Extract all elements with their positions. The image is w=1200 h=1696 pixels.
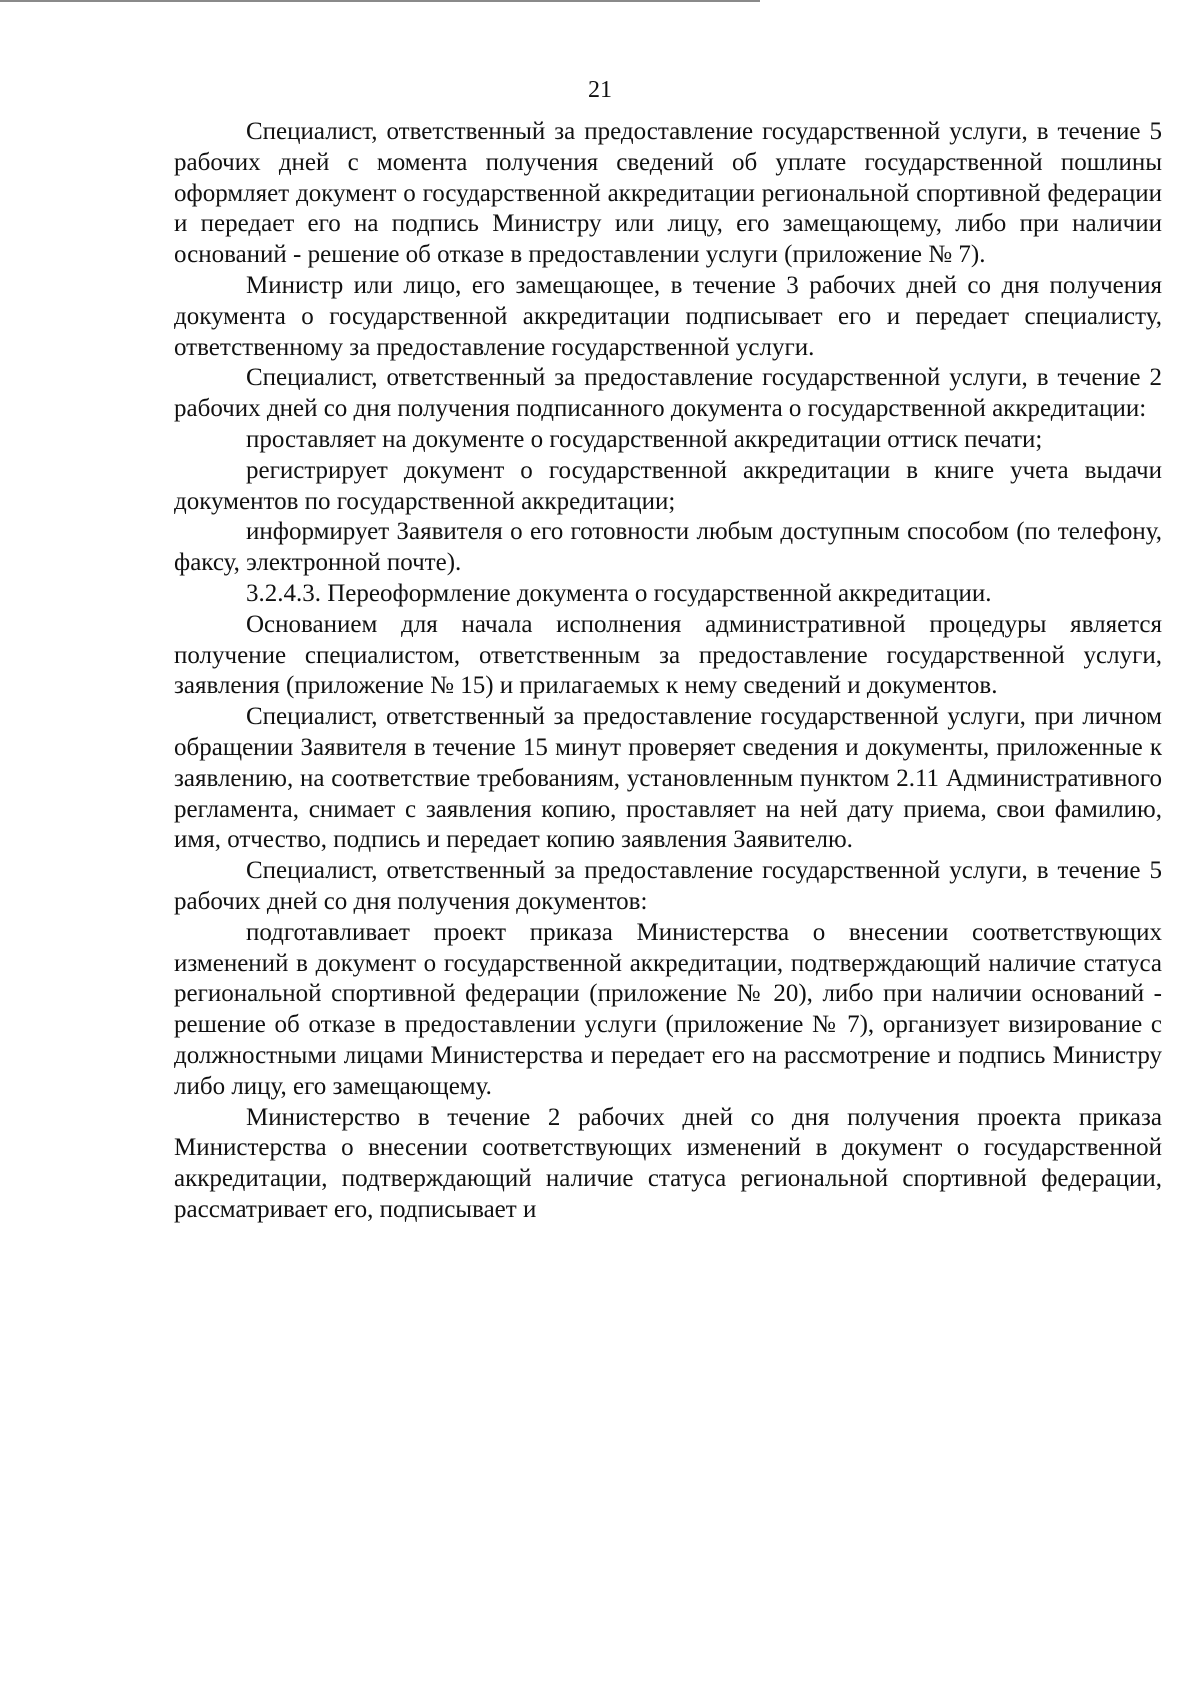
- document-body: [174, 117, 1162, 1226]
- page-number: 21: [588, 77, 612, 103]
- paragraph-4: проставляет на документе о государственной аккредитации оттиск печати;: [246, 425, 1043, 453]
- paragraph-8: Основанием для начала исполнения административной процедуры является получение специалистом, ответственным за предоставление государственной услуги, заявления (приложение № 15) и прилагаемых к нему сведений и документов.: [174, 610, 1162, 700]
- paragraph-12: Министерство в течение 2 рабочих дней со дня получения проекта приказа Министерства о внесении соответствующих изменений в документ о государственной аккредитации, подтверждающий наличие статуса региональной спортивной федерации, рассматривает его, подписывает и: [174, 1103, 1162, 1223]
- paragraph-6: информирует Заявителя о его готовности любым доступным способом (по телефону, факсу, электронной почте).: [174, 518, 1162, 577]
- paragraph-1: Специалист, ответственный за предоставление государственной услуги, в течение 5 рабочих дней с момента получения сведений об уплате государственной пошлины оформляет документ о государственной аккредитации региональной спортивной федерации и передает его на подпись Министру или лицу, его замещающему, либо при наличии оснований - решение об отказе в предоставлении услуги (приложение № 7).: [174, 118, 1162, 269]
- paragraph-2: Министр или лицо, его замещающее, в течение 3 рабочих дней со дня получения документа о государственной аккредитации подписывает его и передает специалисту, ответственному за предоставление государственной услуги.: [174, 271, 1162, 361]
- paragraph-5: регистрирует документ о государственной аккредитации в книге учета выдачи документов по государственной аккредитации;: [174, 456, 1162, 515]
- paragraph-10: Специалист, ответственный за предоставление государственной услуги, в течение 5 рабочих дней со дня получения документов:: [174, 857, 1162, 915]
- paragraph-9: Специалист, ответственный за предоставление государственной услуги, при личном обращении Заявителя в течение 15 минут проверяет сведения и документы, приложенные к заявлению, на соответствие требованиям, установленным пунктом 2.11 Административного регламента, снимает с заявления копию, проставляет на ней дату приема, свои фамилию, имя, отчество, подпись и передает копию заявления Заявителю.: [174, 703, 1162, 854]
- paragraph-11: подготавливает проект приказа Министерства о внесении соответствующих изменений в документ о государственной аккредитации, подтверждающий наличие статуса региональной спортивной федерации (приложение № 20), либо при наличии оснований - решение об отказе в предоставлении услуги (приложение № 7), организует визирование с должностными лицами Министерства и передает его на рассмотрение и подпись Министру либо лицу, его замещающему.: [174, 918, 1162, 1100]
- scan-edge-line: [0, 0, 760, 2]
- section-heading-3-2-4-3: 3.2.4.3. Переоформление документа о государственной аккредитации.: [246, 579, 992, 607]
- paragraph-3: Специалист, ответственный за предоставление государственной услуги, в течение 2 рабочих дней со дня получения подписанного документа о государственной аккредитации:: [174, 364, 1162, 423]
